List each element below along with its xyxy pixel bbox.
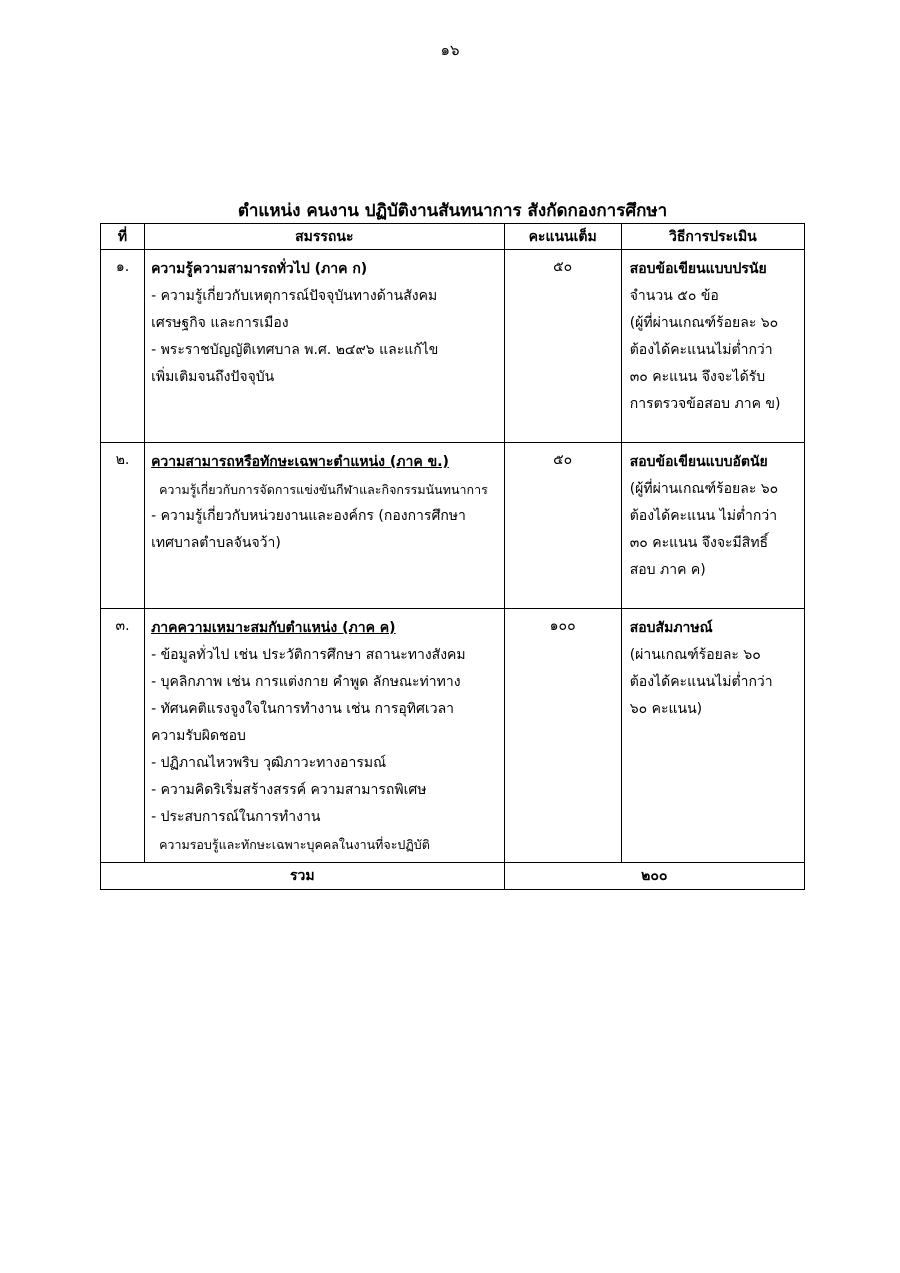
competency-cell — [145, 250, 505, 443]
row-number: ๓. — [101, 609, 145, 863]
method-line: ๓๐ คะแนน จึงจะได้รับ — [629, 369, 766, 385]
method-line: ๖๐ คะแนน) — [629, 701, 703, 717]
competency-item: เศรษฐกิจ และการเมือง — [151, 315, 289, 331]
competency-item: - ความรู้เกี่ยวกับเหตุการณ์ปัจจุบันทางด้านสังคม — [151, 288, 438, 304]
competency-table — [100, 223, 805, 890]
total-value: ๒๐๐ — [504, 863, 804, 890]
competency-item: ความรับผิดชอบ — [151, 728, 246, 744]
competency-item: - ประสบการณ์ในการทำงาน — [151, 809, 321, 825]
method-line: (ผู้ที่ผ่านเกณฑ์ร้อยละ ๖๐ — [629, 481, 779, 497]
method-line: ต้องได้คะแนนไม่ต่ำกว่า — [629, 342, 773, 358]
table-row — [101, 609, 805, 863]
competency-item: - ข้อมูลทั่วไป เช่น ประวัติการศึกษา สถานะทางสังคม — [151, 647, 466, 663]
method-cell — [621, 250, 804, 443]
method-title: สอบข้อเขียนแบบปรนัย — [629, 261, 767, 277]
method-line: การตรวจข้อสอบ ภาค ข) — [629, 396, 781, 412]
competency-item: ความรู้เกี่ยวกับการจัดการแข่งขันกีฬาและกิจกรรมนันทนาการ — [159, 482, 488, 497]
competency-item: - ทัศนคติแรงจูงใจในการทำงาน เช่น การอุทิศเวลา — [151, 701, 455, 717]
method-cell — [621, 609, 804, 863]
full-score: ๑๐๐ — [504, 609, 621, 863]
method-cell — [621, 443, 804, 609]
method-title: สอบข้อเขียนแบบอัตนัย — [629, 454, 768, 470]
competency-item: ความรอบรู้และทักษะเฉพาะบุคคลในงานที่จะปฏิบัติ — [159, 837, 430, 852]
competency-item: - ปฏิภาณไหวพริบ วุฒิภาวะทางอารมณ์ — [151, 755, 387, 771]
method-line: สอบ ภาค ค) — [629, 562, 706, 578]
table-row — [101, 443, 805, 609]
full-score: ๕๐ — [504, 250, 621, 443]
method-line: ต้องได้คะแนน ไม่ต่ำกว่า — [629, 508, 778, 524]
document-title: ตำแหน่ง คนงาน ปฏิบัติงานสันทนาการ สังกัดกองการศึกษา — [237, 201, 668, 221]
competency-item: เพิ่มเติมจนถึงปัจจุบัน — [151, 369, 275, 385]
header-competency: สมรรถนะ — [145, 224, 505, 250]
competency-category: ความรู้ความสามารถทั่วไป (ภาค ก) — [151, 261, 368, 277]
page-number: ๑๖ — [440, 41, 460, 59]
row-number: ๒. — [101, 443, 145, 609]
competency-category: ความสามารถหรือทักษะเฉพาะตำแหน่ง (ภาค ข.) — [151, 454, 449, 470]
competency-item: - ความรู้เกี่ยวกับหน่วยงานและองค์กร (กองการศึกษา — [151, 508, 466, 524]
competency-cell — [145, 443, 505, 609]
competency-cell — [145, 609, 505, 863]
total-label: รวม — [101, 863, 505, 890]
table-header-row — [101, 224, 805, 250]
method-line: ๓๐ คะแนน จึงจะมีสิทธิ์ — [629, 535, 769, 551]
method-line: (ผู้ที่ผ่านเกณฑ์ร้อยละ ๖๐ — [629, 315, 779, 331]
full-score: ๕๐ — [504, 443, 621, 609]
competency-category: ภาคความเหมาะสมกับตำแหน่ง (ภาค ค) — [151, 620, 396, 636]
competency-item: - พระราชบัญญัติเทศบาล พ.ศ. ๒๔๙๖ และแก้ไข — [151, 342, 439, 358]
method-line: ต้องได้คะแนนไม่ต่ำกว่า — [629, 674, 773, 690]
competency-item: เทศบาลตำบลจันจว้า) — [151, 535, 281, 551]
row-number: ๑. — [101, 250, 145, 443]
total-row — [101, 863, 805, 890]
competency-item: - ความคิดริเริ่มสร้างสรรค์ ความสามารถพิเศษ — [151, 782, 427, 798]
method-title: สอบสัมภาษณ์ — [629, 620, 713, 636]
method-line: จำนวน ๕๐ ข้อ — [629, 288, 719, 304]
competency-item: - บุคลิกภาพ เช่น การแต่งกาย คำพูด ลักษณะท่าทาง — [151, 674, 461, 690]
method-line: (ผ่านเกณฑ์ร้อยละ ๖๐ — [629, 647, 761, 663]
table-row — [101, 250, 805, 443]
header-method: วิธีการประเมิน — [621, 224, 804, 250]
header-no: ที่ — [101, 224, 145, 250]
header-full-score: คะแนนเต็ม — [504, 224, 621, 250]
